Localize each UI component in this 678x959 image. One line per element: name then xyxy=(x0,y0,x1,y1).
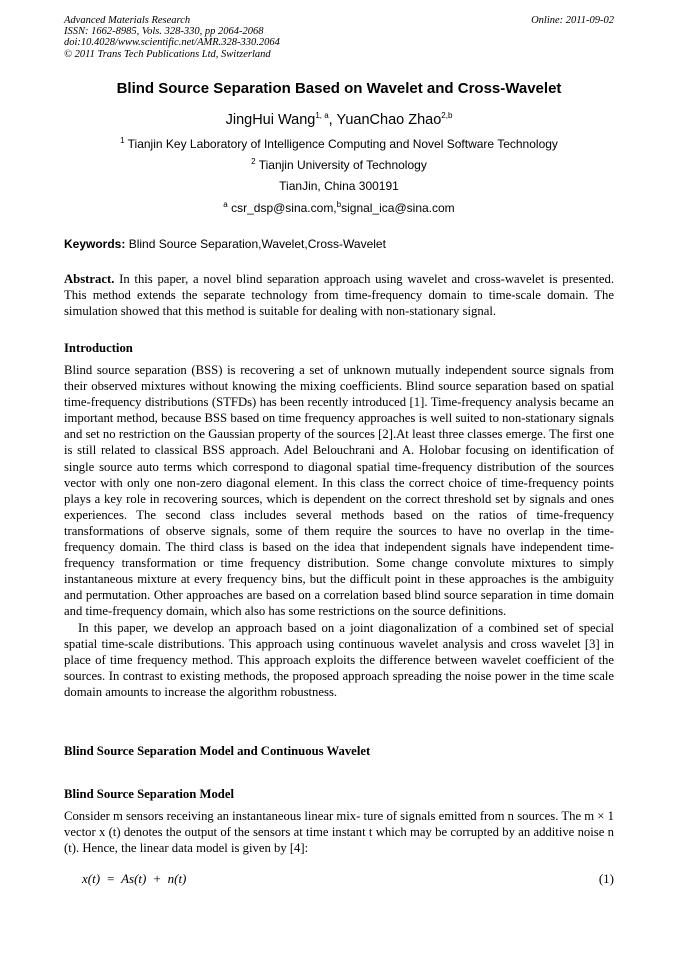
affiliation-1-sup: 1 xyxy=(120,136,125,145)
email-a-sup: a xyxy=(223,200,228,209)
author-2-sup: 2,b xyxy=(441,111,453,121)
affiliation-1 xyxy=(0,137,678,151)
journal-header xyxy=(64,15,280,60)
section-2-paragraph: Consider m sensors receiving an instantaneous linear mix- ture of signals emitted from n sources. The m × 1 vector x (t) denotes the output of the sensors at time instant t which may be corrupted by an additive noise n (t). Hence, the linear data model is given by [4]: xyxy=(64,809,614,856)
abstract-text: In this paper, a novel blind separation approach using wavelet and cross-wavelet is presented. This method extends the separate technology from time-frequency domain to time-scale domain. The simulation showed that this method is suitable for dealing with non-stationary signal. xyxy=(64,272,615,319)
affiliation-1-text: Tianjin Key Laboratory of Intelligence Computing and Novel Software Technology xyxy=(127,137,558,151)
abstract-paragraph xyxy=(64,271,614,319)
introduction-paragraph-1: Blind source separation (BSS) is recovering a set of unknown mutually independent source signals from their observed mixtures without knowing the mixing coefficients. Blind source separation based on spatial time-frequency distributions (STFDs) has been recently introduced [1]. Time-frequency analysis became an important method, because BSS based on time frequency approaches is well suited to non-stationary signals and set no restriction on the Gaussian property of the sources [2].At least three classes emerge. The first one is still related to classical BSS approach. Adel Belouchrani and A. Holobar focusing on identification of single source auto terms which correspond to diagonal spatial time-frequency distribution of the sources vector with only one non-zero diagonal element. In this class the correct choice of time-frequency points plays a key role in recovering sources, which is dependent on the correct threshold set by signals and ones experiences. The second class includes several methods based on the ratios of time-frequency transformations of observe signals, some of them require the sources to have no overlap in the time-frequency domain. The third class is based on the idea that independent signals have independent time-frequency transformation or time frequency distribution. Some change convolute mixtures to simply instantaneous mixture at every frequency bins, but the difficult point in these approaches is the ambiguity and permutation. Other approaches are based on a correlation based blind source separation in time domain and time-frequency domain, which also has some restrictions on the source definitions. xyxy=(64,363,614,619)
introduction-body xyxy=(64,362,614,700)
affiliation-city: TianJin, China 300191 xyxy=(279,179,399,193)
affiliation-2-text: Tianjin University of Technology xyxy=(258,158,427,172)
authors-line xyxy=(0,112,678,128)
keywords-line xyxy=(64,237,386,251)
author-1-sup: 1, a xyxy=(315,111,329,121)
equation: x(t) = As(t) + n(t) xyxy=(82,871,187,886)
author-2: YuanChao Zhao xyxy=(336,112,442,128)
email-a[interactable]: csr_dsp@sina.com, xyxy=(231,201,337,215)
doi-line: doi:10.4028/www.scientific.net/AMR.328-330.2064 xyxy=(64,37,280,49)
introduction-paragraph-2: In this paper, we develop an approach based on a joint diagonalization of a combined set of special spatial time-scale distributions. This approach using continuous wavelet analysis and cross wavelet [3] in place of time frequency method. This approach exploits the difference between wavelet coefficient of the sources. In contrast to existing methods, the proposed approach spreading the noise power in the time scale domain amounts to increase the algorithm robustness. xyxy=(64,620,614,699)
email-b-sup: b xyxy=(336,200,342,209)
keywords-text: Blind Source Separation,Wavelet,Cross-Wavelet xyxy=(128,237,386,251)
affiliation-2 xyxy=(0,158,678,172)
emails-line xyxy=(0,201,678,215)
author-separator: , xyxy=(328,112,337,128)
keywords-label: Keywords: xyxy=(64,237,126,251)
online-date: Online: 2011-09-02 xyxy=(531,15,614,26)
copyright-line: © 2011 Trans Tech Publications Ltd, Switzerland xyxy=(64,48,271,60)
abstract-label: Abstract. xyxy=(64,272,115,286)
journal-name: Advanced Materials Research xyxy=(64,15,191,26)
email-b[interactable]: signal_ica@sina.com xyxy=(341,201,455,215)
issn-line: ISSN: 1662-8985, Vols. 328-330, pp 2064-2068 xyxy=(64,26,264,38)
paper-title: Blind Source Separation Based on Wavelet and Cross-Wavelet xyxy=(116,80,562,97)
section-2-heading: Blind Source Separation Model and Continuous Wavelet xyxy=(64,744,371,758)
author-1: JingHui Wang xyxy=(225,112,316,128)
introduction-heading: Introduction xyxy=(64,341,133,355)
affiliation-2-sup: 2 xyxy=(251,157,256,166)
subsection-heading: Blind Source Separation Model xyxy=(64,787,235,801)
equation-number: (1) xyxy=(598,871,614,886)
